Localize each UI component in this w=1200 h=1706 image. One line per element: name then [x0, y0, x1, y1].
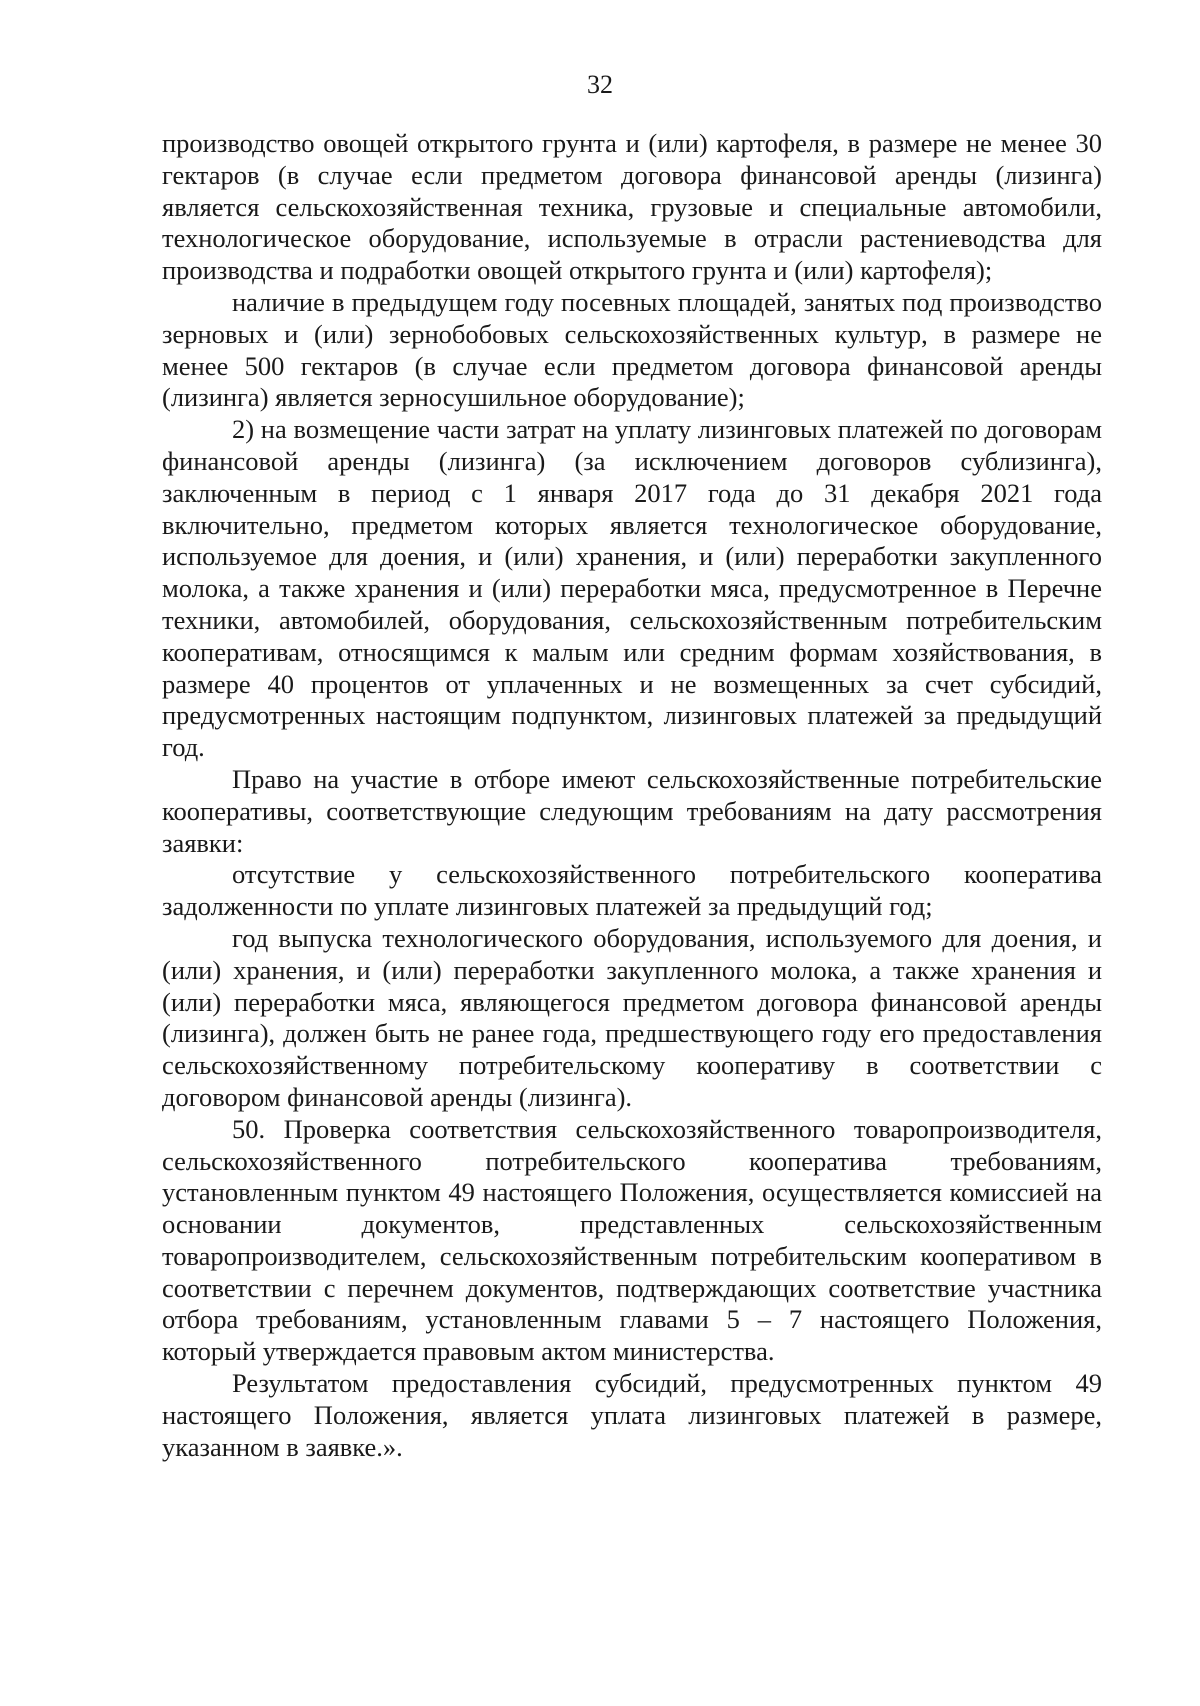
document-body: [162, 128, 1102, 1463]
paragraph-no-debt-requirement: отсутствие у сельскохозяйственного потребительского кооператива задолженности по уплате лизинговых платежей за предыдущий год;: [162, 859, 1102, 922]
paragraph-item-50-verification: 50. Проверка соответствия сельскохозяйственного товаропроизводителя, сельскохозяйственного потребительского кооператива требованиям, установленным пунктом 49 настоящего Положения, осуществляется комиссией на основании документов, представленных сельскохозяйственным товаропроизводителем, сельскохозяйственным потребительским кооперативом в соответствии с перечнем документов, подтверждающих соответствие участника отбора требованиям, установленным главами 5 – 7 настоящего Положения, который утверждается правовым актом министерства.: [162, 1113, 1102, 1367]
paragraph-equipment-year-requirement: год выпуска технологического оборудования, используемого для доения, и (или) хранения, и (или) переработки закупленного молока, а также хранения и (или) переработки мяса, являющегося предметом договора финансовой аренды (лизинга), должен быть не ранее года, предшествующего году его предоставления сельскохозяйственному потребительскому кооперативу в соответствии с договором финансовой аренды (лизинга).: [162, 922, 1102, 1112]
paragraph-subpoint-2: 2) на возмещение части затрат на уплату лизинговых платежей по договорам финансовой аренды (лизинга) (за исключением договоров сублизинга), заключенным в период с 1 января 2017 года до 31 декабря 2021 года включительно, предметом которых является технологическое оборудование, используемое для доения, и (или) хранения, и (или) переработки закупленного молока, а также хранения и (или) переработки мяса, предусмотренное в Перечне техники, автомобилей, оборудования, сельскохозяйственным потребительским кооперативам, относящимся к малым или средним формам хозяйствования, в размере 40 процентов от уплаченных и не возмещенных за счет субсидий, предусмотренных настоящим подпунктом, лизинговых платежей за предыдущий год.: [162, 414, 1102, 763]
paragraph-right-to-participate: Право на участие в отборе имеют сельскохозяйственные потребительские кооперативы, соответствующие следующим требованиям на дату рассмотрения заявки:: [162, 763, 1102, 858]
paragraph-sown-area-grain: наличие в предыдущем году посевных площадей, занятых под производство зерновых и (или) зернобобовых сельскохозяйственных культур, в размере не менее 500 гектаров (в случае если предметом договора финансовой аренды (лизинга) является зерносушильное оборудование);: [162, 286, 1102, 413]
paragraph-result: Результатом предоставления субсидий, предусмотренных пунктом 49 настоящего Положения, является уплата лизинговых платежей в размере, указанном в заявке.».: [162, 1368, 1102, 1462]
paragraph-continuation: производство овощей открытого грунта и (или) картофеля, в размере не менее 30 гектаров (в случае если предметом договора финансовой аренды (лизинга) является сельскохозяйственная техника, грузовые и специальные автомобили, технологическое оборудование, используемые в отрасли растениеводства для производства и подработки овощей открытого грунта и (или) картофеля);: [162, 128, 1102, 286]
page-number: 32: [587, 70, 613, 99]
